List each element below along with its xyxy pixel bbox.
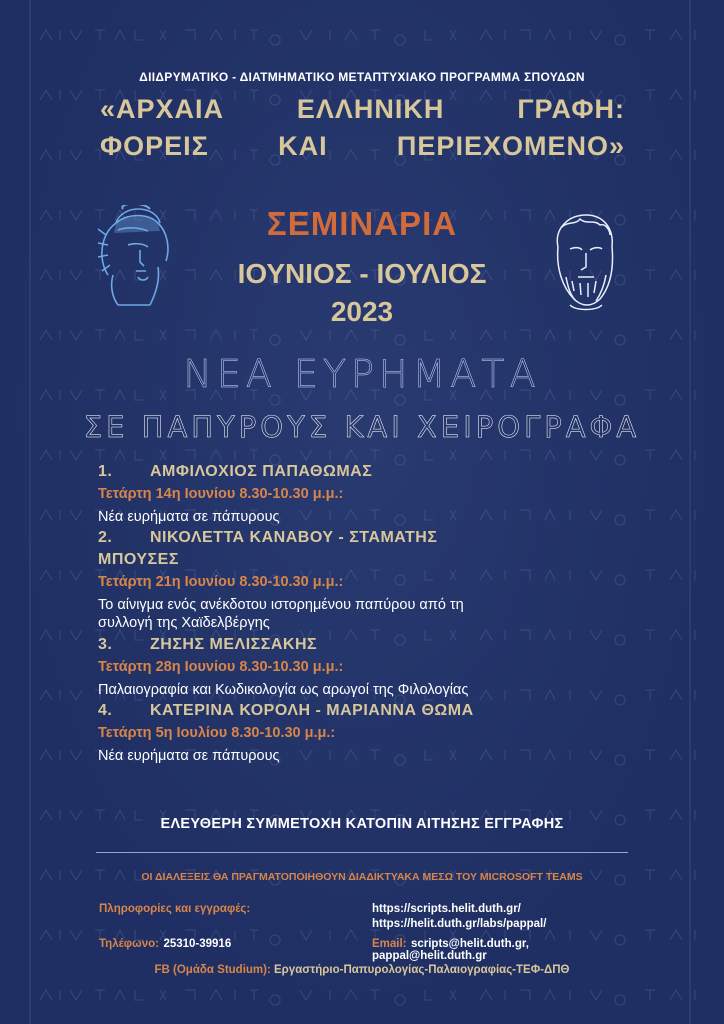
phone-label: Τηλέφωνο: bbox=[99, 938, 159, 950]
teams-note: ΟΙ ΔΙΑΛΕΞΕΙΣ ΘΑ ΠΡΑΓΜΑΤΟΠΟΙΗΘΟΥΝ ΔΙΑΔΙΚΤΥΑΚΑ ΜΕΣΩ ΤΟΥ MICROSOFT TEAMS bbox=[141, 871, 583, 883]
session-2-topic-line-2: συλλογή της Χαϊδελβέργης bbox=[98, 615, 270, 631]
speaker-name: ΝΙΚΟΛΕΤΤΑ ΚΑΝΑΒΟΥ - ΣΤΑΜΑΤΗΣ bbox=[150, 529, 438, 546]
session-1-speaker bbox=[98, 463, 372, 481]
facebook-label: FB (Ομάδα Studium): bbox=[154, 964, 271, 976]
free-entry-notice: ΕΛΕΥΘΕΡΗ ΣΥΜΜΕΤΟΧΗ ΚΑΤΟΠΙΝ ΑΙΤΗΣΗΣ ΕΓΓΡΑΦΗΣ bbox=[160, 816, 564, 832]
program-title: ΔΙΙΔΡΥΜΑΤΙΚΟ - ΔΙΑΤΜΗΜΑΤΙΚΟ ΜΕΤΑΠΤΥΧΙΑΚΟ ΠΡΟΓΡΑΜΜΑ ΣΠΟΥΔΩΝ bbox=[139, 70, 585, 84]
main-title-word: ΚΑΙ bbox=[278, 131, 328, 161]
main-title-word: «ΑΡΧΑΙΑ bbox=[100, 94, 225, 124]
months-label: ΙΟΥΝΙΟΣ - ΙΟΥΛΙΟΣ bbox=[237, 258, 487, 289]
session-2-topic: Το αίνιγμα ενός ανέκδοτου ιστορημένου παπύρου από τη bbox=[98, 597, 464, 613]
session-2-speaker-line-2: ΜΠΟΥΣΕΣ bbox=[98, 551, 179, 568]
divider bbox=[96, 852, 628, 853]
info-label: Πληροφορίες και εγγραφές: bbox=[99, 903, 251, 915]
facebook-line bbox=[0, 964, 724, 976]
session-2-speaker bbox=[98, 529, 437, 547]
session-number: 2. bbox=[98, 529, 113, 546]
main-title-line-1 bbox=[100, 94, 625, 125]
speaker-name: ΑΜΦΙΛΟΧΙΟΣ ΠΑΠΑΘΩΜΑΣ bbox=[150, 463, 373, 480]
session-3-topic: Παλαιογραφία και Κωδικολογία ως αρωγοί της Φιλολογίας bbox=[98, 682, 469, 698]
session-number: 4. bbox=[98, 702, 113, 719]
speaker-name: ΚΑΤΕΡΙΝΑ ΚΟΡΟΛΗ - ΜΑΡΙΑΝΝΑ ΘΩΜΑ bbox=[150, 702, 474, 719]
email-link-2[interactable]: pappal@helit.duth.gr bbox=[372, 950, 487, 962]
session-number: 1. bbox=[98, 463, 113, 480]
session-2-date: Τετάρτη 21η Ιουνίου 8.30-10.30 μ.μ.: bbox=[98, 574, 344, 590]
url-link-2[interactable]: https://helit.duth.gr/labs/pappal/ bbox=[372, 918, 547, 930]
theme-subtitle: ΣΕ ΠΑΠΥΡΟΥΣ ΚΑΙ ΧΕΙΡΟΓΡΑΦΑ bbox=[83, 410, 641, 444]
seminars-heading: ΣΕΜΙΝΑΡΙΑ bbox=[266, 205, 458, 242]
email-label: Email: bbox=[372, 938, 407, 950]
phone-row bbox=[99, 934, 231, 952]
facebook-group-name[interactable]: Εργαστήριο-Παπυρολογίας-Παλαιογραφίας-ΤΕΦ-ΔΠΘ bbox=[274, 964, 570, 976]
session-4-date: Τετάρτη 5η Ιουλίου 8.30-10.30 μ.μ.: bbox=[98, 725, 336, 741]
main-title-word: ΓΡΑΦΗ: bbox=[517, 94, 625, 124]
main-title-word: ΠΕΡΙΕΧΟΜΕΝΟ» bbox=[396, 131, 625, 161]
session-4-topic: Νέα ευρήματα σε πάπυρους bbox=[98, 748, 280, 764]
session-3-date: Τετάρτη 28η Ιουνίου 8.30-10.30 μ.μ.: bbox=[98, 659, 344, 675]
session-4-speaker bbox=[98, 702, 474, 720]
phone-number: 25310-39916 bbox=[163, 938, 232, 950]
session-number: 3. bbox=[98, 636, 113, 653]
url-link-1[interactable]: https://scripts.helit.duth.gr/ bbox=[372, 903, 521, 915]
session-3-speaker bbox=[98, 636, 317, 654]
session-1-topic: Νέα ευρήματα σε πάπυρους bbox=[98, 509, 280, 525]
main-title-word: ΕΛΛΗΝΙΚΗ bbox=[296, 94, 445, 124]
theme-title: ΝΕΑ ΕΥΡΗΜΑΤΑ bbox=[183, 352, 541, 396]
speaker-name: ΖΗΣΗΣ ΜΕΛΙΣΣΑΚΗΣ bbox=[150, 636, 318, 653]
main-title-line-2 bbox=[100, 131, 625, 162]
main-title-word: ΦΟΡΕΙΣ bbox=[100, 131, 209, 161]
session-1-date: Τετάρτη 14η Ιουνίου 8.30-10.30 μ.μ.: bbox=[98, 486, 344, 502]
email-link-1[interactable]: scripts@helit.duth.gr, bbox=[410, 938, 529, 950]
year-label: 2023 bbox=[330, 296, 394, 327]
